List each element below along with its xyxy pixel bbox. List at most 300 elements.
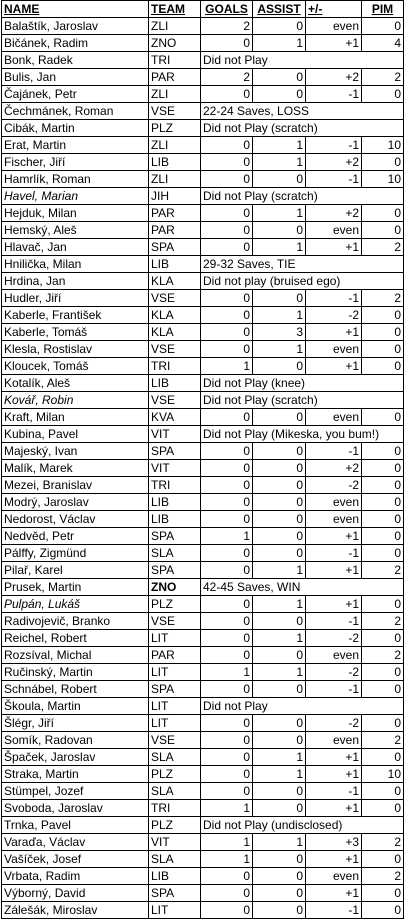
goals-cell: 0 <box>201 290 253 307</box>
table-row <box>2 460 404 477</box>
player-name-cell: Fischer, Jiří <box>2 154 149 171</box>
pim-cell: 2 <box>362 613 404 630</box>
assist-cell: 0 <box>253 409 306 426</box>
assist-cell: 0 <box>253 290 306 307</box>
assist-cell: 0 <box>253 613 306 630</box>
plus-minus-cell: +1 <box>306 596 362 613</box>
assist-cell: 0 <box>253 545 306 562</box>
assist-cell: 0 <box>253 511 306 528</box>
table-row <box>2 341 404 358</box>
assist-cell: 0 <box>253 783 306 800</box>
player-name-cell: Kotalík, Aleš <box>2 375 149 392</box>
plus-minus-cell: +1 <box>306 239 362 256</box>
player-name-cell: Výborný, David <box>2 885 149 902</box>
goals-cell: 0 <box>201 511 253 528</box>
plus-minus-cell: -1 <box>306 86 362 103</box>
plus-minus-cell: +2 <box>306 460 362 477</box>
assist-cell: 0 <box>253 171 306 188</box>
player-name-cell: Prusek, Martin <box>2 579 149 596</box>
assist-cell: 0 <box>253 69 306 86</box>
goals-cell: 0 <box>201 137 253 154</box>
player-name-cell: Hlavač, Jan <box>2 239 149 256</box>
team-cell: SPA <box>149 562 201 579</box>
player-name-cell: Schnábel, Robert <box>2 681 149 698</box>
player-name-cell: Hnilička, Milan <box>2 256 149 273</box>
goals-cell: 0 <box>201 409 253 426</box>
plus-minus-cell: even <box>306 868 362 885</box>
pim-cell: 0 <box>362 341 404 358</box>
status-note-cell: Did not play (bruised ego) <box>201 273 404 290</box>
goals-cell: 0 <box>201 307 253 324</box>
assist-cell: 0 <box>253 460 306 477</box>
player-name-cell: Majeský, Ivan <box>2 443 149 460</box>
goals-cell: 0 <box>201 443 253 460</box>
assist-cell: 0 <box>253 851 306 868</box>
status-note-cell: Did not Play (scratch) <box>201 188 404 205</box>
table-row <box>2 647 404 664</box>
goals-cell: 0 <box>201 222 253 239</box>
assist-cell: 1 <box>253 596 306 613</box>
plus-minus-cell: even <box>306 732 362 749</box>
table-row <box>2 562 404 579</box>
goals-cell: 0 <box>201 715 253 732</box>
table-row <box>2 885 404 902</box>
pim-cell: 0 <box>362 477 404 494</box>
pim-cell: 0 <box>362 630 404 647</box>
goals-cell: 0 <box>201 154 253 171</box>
table-row <box>2 290 404 307</box>
table-row <box>2 834 404 851</box>
team-cell: PLZ <box>149 766 201 783</box>
table-row <box>2 120 404 137</box>
goals-cell: 1 <box>201 664 253 681</box>
pim-cell: 2 <box>362 69 404 86</box>
goals-cell: 0 <box>201 35 253 52</box>
table-row <box>2 681 404 698</box>
player-name-cell: Pilař, Karel <box>2 562 149 579</box>
team-cell: PLZ <box>149 120 201 137</box>
plus-minus-cell: +3 <box>306 834 362 851</box>
assist-cell: 1 <box>253 137 306 154</box>
pim-cell: 0 <box>362 885 404 902</box>
pim-cell: 0 <box>362 358 404 375</box>
team-cell: LIT <box>149 902 201 919</box>
plus-minus-cell: -1 <box>306 443 362 460</box>
pim-cell: 2 <box>362 834 404 851</box>
assist-cell: 1 <box>253 630 306 647</box>
goals-cell: 0 <box>201 545 253 562</box>
player-name-cell: Vašíček, Josef <box>2 851 149 868</box>
team-cell: ZLI <box>149 86 201 103</box>
table-row <box>2 732 404 749</box>
pim-cell: 0 <box>362 307 404 324</box>
player-name-cell: Reichel, Robert <box>2 630 149 647</box>
team-cell: VSE <box>149 732 201 749</box>
goals-cell: 0 <box>201 868 253 885</box>
player-name-cell: Bičánek, Radim <box>2 35 149 52</box>
team-cell: VSE <box>149 103 201 120</box>
table-row <box>2 630 404 647</box>
table-body <box>2 18 404 919</box>
assist-cell: 0 <box>253 715 306 732</box>
plus-minus-cell: -2 <box>306 715 362 732</box>
table-row <box>2 52 404 69</box>
plus-minus-cell: even <box>306 222 362 239</box>
goals-cell: 1 <box>201 834 253 851</box>
plus-minus-cell: -1 <box>306 290 362 307</box>
table-row <box>2 375 404 392</box>
plus-minus-cell: -1 <box>306 613 362 630</box>
team-cell: VSE <box>149 290 201 307</box>
header-team: TEAM <box>149 1 201 18</box>
team-cell: TRI <box>149 358 201 375</box>
goals-cell: 0 <box>201 749 253 766</box>
team-cell: SPA <box>149 681 201 698</box>
pim-cell: 0 <box>362 528 404 545</box>
assist-cell: 0 <box>253 477 306 494</box>
team-cell: SPA <box>149 239 201 256</box>
plus-minus-cell: even <box>306 409 362 426</box>
assist-cell: 1 <box>253 205 306 222</box>
goals-cell: 0 <box>201 766 253 783</box>
pim-cell: 0 <box>362 511 404 528</box>
player-name-cell: Malík, Marek <box>2 460 149 477</box>
player-name-cell: Škoula, Martin <box>2 698 149 715</box>
plus-minus-cell: -1 <box>306 171 362 188</box>
team-cell: PAR <box>149 69 201 86</box>
goals-cell: 1 <box>201 528 253 545</box>
player-name-cell: Pálffy, Zigmünd <box>2 545 149 562</box>
plus-minus-cell: -1 <box>306 137 362 154</box>
player-stats-table <box>1 0 404 919</box>
table-row <box>2 188 404 205</box>
plus-minus-cell: +1 <box>306 35 362 52</box>
plus-minus-cell: -1 <box>306 545 362 562</box>
pim-cell: 0 <box>362 783 404 800</box>
header-assist: ASSIST <box>253 1 306 18</box>
player-name-cell: Trnka, Pavel <box>2 817 149 834</box>
player-name-cell: Nedvěd, Petr <box>2 528 149 545</box>
status-note-cell: Did not Play (knee) <box>201 375 404 392</box>
player-name-cell: Hejduk, Milan <box>2 205 149 222</box>
header-pim: PIM <box>362 1 404 18</box>
plus-minus-cell: +1 <box>306 528 362 545</box>
pim-cell: 2 <box>362 868 404 885</box>
goals-cell: 0 <box>201 681 253 698</box>
table-row <box>2 698 404 715</box>
plus-minus-cell: even <box>306 647 362 664</box>
pim-cell: 0 <box>362 851 404 868</box>
table-row <box>2 511 404 528</box>
team-cell: TRI <box>149 477 201 494</box>
player-name-cell: Kovář, Robin <box>2 392 149 409</box>
team-cell: TRI <box>149 800 201 817</box>
plus-minus-cell: -2 <box>306 664 362 681</box>
table-row <box>2 715 404 732</box>
assist-cell: 1 <box>253 341 306 358</box>
goals-cell: 1 <box>201 851 253 868</box>
pim-cell: 2 <box>362 562 404 579</box>
pim-cell: 0 <box>362 409 404 426</box>
table-row <box>2 86 404 103</box>
pim-cell: 0 <box>362 460 404 477</box>
assist-cell: 0 <box>253 528 306 545</box>
table-row <box>2 545 404 562</box>
player-name-cell: Kraft, Milan <box>2 409 149 426</box>
status-note-cell: Did not Play (scratch) <box>201 120 404 137</box>
player-name-cell: Mezei, Branislav <box>2 477 149 494</box>
player-name-cell: Erat, Martin <box>2 137 149 154</box>
pim-cell: 0 <box>362 902 404 919</box>
table-row <box>2 273 404 290</box>
player-name-cell: Stümpel, Jozef <box>2 783 149 800</box>
team-cell: LIB <box>149 256 201 273</box>
assist-cell: 0 <box>253 443 306 460</box>
team-cell: LIB <box>149 494 201 511</box>
pim-cell: 10 <box>362 766 404 783</box>
pim-cell: 0 <box>362 494 404 511</box>
table-row <box>2 358 404 375</box>
player-name-cell: Hamrlík, Roman <box>2 171 149 188</box>
table-row <box>2 324 404 341</box>
player-name-cell: Somík, Radovan <box>2 732 149 749</box>
table-row <box>2 239 404 256</box>
status-note-cell: 22-24 Saves, LOSS <box>201 103 404 120</box>
table-row <box>2 409 404 426</box>
player-name-cell: Hemský, Aleš <box>2 222 149 239</box>
table-row <box>2 596 404 613</box>
status-note-cell: Did not Play (scratch) <box>201 392 404 409</box>
player-name-cell: Havel, Marian <box>2 188 149 205</box>
team-cell: ZLI <box>149 18 201 35</box>
pim-cell: 2 <box>362 647 404 664</box>
goals-cell: 0 <box>201 341 253 358</box>
player-name-cell: Varaďa, Václav <box>2 834 149 851</box>
table-row <box>2 783 404 800</box>
table-row <box>2 494 404 511</box>
status-note-cell: Did not Play (Mikeska, you bum!) <box>201 426 404 443</box>
pim-cell: 10 <box>362 137 404 154</box>
player-name-cell: Špaček, Jaroslav <box>2 749 149 766</box>
goals-cell: 0 <box>201 460 253 477</box>
pim-cell: 0 <box>362 715 404 732</box>
team-cell: PAR <box>149 222 201 239</box>
team-cell: LIT <box>149 698 201 715</box>
team-cell: VSE <box>149 341 201 358</box>
team-cell: SLA <box>149 749 201 766</box>
team-cell: VIT <box>149 426 201 443</box>
pim-cell: 0 <box>362 545 404 562</box>
assist-cell: 0 <box>253 732 306 749</box>
player-name-cell: Čechmánek, Roman <box>2 103 149 120</box>
plus-minus-cell: +2 <box>306 69 362 86</box>
plus-minus-cell: -1 <box>306 681 362 698</box>
plus-minus-cell: even <box>306 18 362 35</box>
table-row <box>2 18 404 35</box>
player-name-cell: Cibák, Martin <box>2 120 149 137</box>
plus-minus-cell: +1 <box>306 851 362 868</box>
player-name-cell: Pulpán, Lukáš <box>2 596 149 613</box>
goals-cell: 0 <box>201 324 253 341</box>
team-cell: JIH <box>149 188 201 205</box>
team-cell: ZLI <box>149 171 201 188</box>
team-cell: SLA <box>149 851 201 868</box>
plus-minus-cell: even <box>306 494 362 511</box>
goals-cell: 1 <box>201 800 253 817</box>
team-cell: ZLI <box>149 137 201 154</box>
pim-cell: 0 <box>362 86 404 103</box>
team-cell: SLA <box>149 545 201 562</box>
assist-cell: 1 <box>253 35 306 52</box>
assist-cell: 0 <box>253 902 306 919</box>
team-cell: PLZ <box>149 817 201 834</box>
team-cell: VIT <box>149 460 201 477</box>
table-row <box>2 868 404 885</box>
assist-cell: 3 <box>253 324 306 341</box>
assist-cell: 0 <box>253 647 306 664</box>
player-name-cell: Balaštík, Jaroslav <box>2 18 149 35</box>
goals-cell: 0 <box>201 494 253 511</box>
table-row <box>2 307 404 324</box>
goals-cell: 0 <box>201 630 253 647</box>
player-name-cell: Kloucek, Tomáš <box>2 358 149 375</box>
team-cell: LIB <box>149 511 201 528</box>
team-cell: KLA <box>149 307 201 324</box>
table-row <box>2 443 404 460</box>
player-name-cell: Čajánek, Petr <box>2 86 149 103</box>
goals-cell: 0 <box>201 562 253 579</box>
player-name-cell: Klesla, Rostislav <box>2 341 149 358</box>
table-row <box>2 426 404 443</box>
header-name: NAME <box>2 1 149 18</box>
plus-minus-cell: -2 <box>306 477 362 494</box>
plus-minus-cell: +1 <box>306 749 362 766</box>
status-note-cell: Did not Play (undisclosed) <box>201 817 404 834</box>
assist-cell: 1 <box>253 749 306 766</box>
pim-cell: 0 <box>362 205 404 222</box>
player-name-cell: Vrbata, Radim <box>2 868 149 885</box>
table-row <box>2 800 404 817</box>
player-name-cell: Kaberle, František <box>2 307 149 324</box>
table-row <box>2 817 404 834</box>
assist-cell: 0 <box>253 868 306 885</box>
pim-cell: 4 <box>362 35 404 52</box>
player-name-cell: Ručinský, Martin <box>2 664 149 681</box>
table-row <box>2 749 404 766</box>
table-row <box>2 477 404 494</box>
pim-cell: 0 <box>362 324 404 341</box>
player-name-cell: Bulis, Jan <box>2 69 149 86</box>
assist-cell: 1 <box>253 766 306 783</box>
status-note-cell: 29-32 Saves, TIE <box>201 256 404 273</box>
table-row <box>2 171 404 188</box>
team-cell: KLA <box>149 324 201 341</box>
plus-minus-cell: -1 <box>306 783 362 800</box>
assist-cell: 0 <box>253 885 306 902</box>
team-cell: KVA <box>149 409 201 426</box>
header-plus-minus: +/- <box>306 1 362 18</box>
team-cell: ZNO <box>149 35 201 52</box>
goals-cell: 0 <box>201 783 253 800</box>
assist-cell: 1 <box>253 562 306 579</box>
header-goals: GOALS <box>201 1 253 18</box>
assist-cell: 1 <box>253 664 306 681</box>
table-row <box>2 205 404 222</box>
team-cell: VIT <box>149 834 201 851</box>
goals-cell: 0 <box>201 885 253 902</box>
table-row <box>2 528 404 545</box>
table-row <box>2 103 404 120</box>
plus-minus-cell: -2 <box>306 630 362 647</box>
team-cell: LIT <box>149 630 201 647</box>
table-row <box>2 154 404 171</box>
goals-cell: 2 <box>201 69 253 86</box>
plus-minus-cell: +1 <box>306 358 362 375</box>
pim-cell: 2 <box>362 732 404 749</box>
player-name-cell: Svoboda, Jaroslav <box>2 800 149 817</box>
plus-minus-cell: +1 <box>306 562 362 579</box>
table-row <box>2 613 404 630</box>
table-row <box>2 69 404 86</box>
assist-cell: 0 <box>253 494 306 511</box>
player-name-cell: Šlégr, Jiří <box>2 715 149 732</box>
team-cell: LIT <box>149 664 201 681</box>
pim-cell: 0 <box>362 800 404 817</box>
player-name-cell: Zálešák, Miroslav <box>2 902 149 919</box>
table-row <box>2 256 404 273</box>
table-row <box>2 766 404 783</box>
team-cell: ZNO <box>149 579 201 596</box>
team-cell: LIB <box>149 868 201 885</box>
player-name-cell: Hudler, Jiří <box>2 290 149 307</box>
plus-minus-cell: +1 <box>306 324 362 341</box>
team-cell: TRI <box>149 52 201 69</box>
team-cell: PLZ <box>149 596 201 613</box>
goals-cell: 0 <box>201 86 253 103</box>
plus-minus-cell: -2 <box>306 307 362 324</box>
pim-cell: 2 <box>362 239 404 256</box>
player-name-cell: Straka, Martin <box>2 766 149 783</box>
goals-cell: 0 <box>201 205 253 222</box>
goals-cell: 0 <box>201 647 253 664</box>
table-row <box>2 137 404 154</box>
goals-cell: 0 <box>201 732 253 749</box>
goals-cell: 2 <box>201 18 253 35</box>
table-row <box>2 392 404 409</box>
table-row <box>2 664 404 681</box>
assist-cell: 0 <box>253 800 306 817</box>
status-note-cell: Did not Play <box>201 52 404 69</box>
table-row <box>2 851 404 868</box>
team-cell: SPA <box>149 443 201 460</box>
goals-cell: 0 <box>201 902 253 919</box>
pim-cell: 0 <box>362 596 404 613</box>
goals-cell: 1 <box>201 358 253 375</box>
plus-minus-cell: even <box>306 341 362 358</box>
team-cell: SLA <box>149 783 201 800</box>
plus-minus-cell: +1 <box>306 885 362 902</box>
goals-cell: 0 <box>201 171 253 188</box>
team-cell: LIB <box>149 375 201 392</box>
status-note-cell: 42-45 Saves, WIN <box>201 579 404 596</box>
player-name-cell: Hrdina, Jan <box>2 273 149 290</box>
pim-cell: 0 <box>362 664 404 681</box>
assist-cell: 1 <box>253 834 306 851</box>
team-cell: PAR <box>149 647 201 664</box>
assist-cell: 0 <box>253 681 306 698</box>
assist-cell: 0 <box>253 18 306 35</box>
team-cell: VSE <box>149 613 201 630</box>
